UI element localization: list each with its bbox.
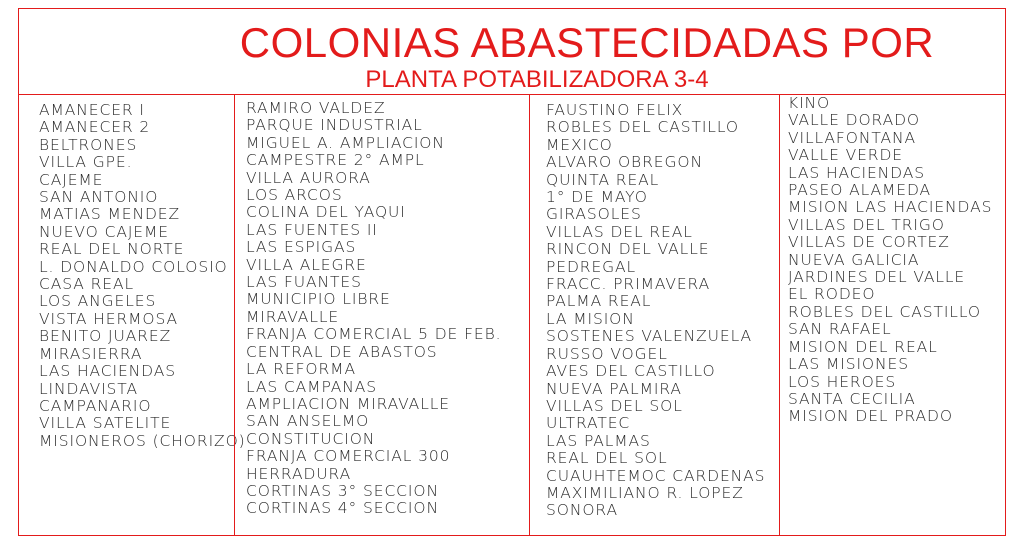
colonia-item: LOS HEROES — [788, 372, 897, 391]
colonia-item: 1° DE MAYO — [546, 188, 648, 207]
colonia-item: JARDINES DEL VALLE — [788, 268, 966, 287]
colonia-item: ULTRATEC — [546, 414, 631, 433]
colonia-item: VILLAS DE CORTEZ — [788, 233, 950, 252]
colonia-item: LOS ARCOS — [246, 186, 343, 205]
colonia-item: LAS PALMAS — [546, 431, 651, 450]
colonia-item: LAS ESPIGAS — [246, 238, 357, 257]
colonia-item: PALMA REAL — [546, 292, 652, 311]
colonia-item: BENITO JUAREZ — [39, 327, 172, 346]
colonia-item: LAS MISIONES — [788, 355, 909, 374]
colonia-item: CONSTITUCION — [246, 429, 376, 448]
colonia-item: EL RODEO — [788, 285, 876, 304]
colonia-item: CAMPESTRE 2° AMPL — [246, 151, 425, 170]
colonia-item: CAJEME — [39, 170, 104, 189]
colonia-item: PEDREGAL — [546, 257, 637, 276]
colonia-item: SOSTENES VALENZUELA — [546, 327, 752, 346]
colonia-item: L. DONALDO COLOSIO — [39, 257, 228, 276]
colonia-item: MISIONEROS (CHORIZO) — [39, 431, 246, 450]
colonia-item: NUEVO CAJEME — [39, 222, 169, 241]
colonia-item: FAUSTINO FELIX — [546, 101, 684, 119]
colonia-item: SANTA CECILIA — [788, 389, 916, 408]
colonia-item: ROBLES DEL CASTILLO — [788, 302, 981, 321]
colonia-item: MAXIMILIANO R. LOPEZ — [546, 483, 744, 502]
colonia-item: KINO — [788, 94, 831, 112]
colonia-item: CORTINAS 3° SECCION — [246, 481, 439, 500]
colonia-item: ROBLES DEL CASTILLO — [546, 118, 739, 137]
colonia-item: MISION LAS HACIENDAS — [788, 198, 993, 217]
colonia-item: MIGUEL A. AMPLIACION — [246, 133, 445, 152]
colonia-item: FRANJA COMERCIAL 300 — [246, 447, 451, 466]
colonia-item: VALLE DORADO — [788, 111, 921, 130]
colonia-item: HERRADURA — [246, 464, 352, 483]
colonia-item: MIRAVALLE — [246, 307, 340, 326]
colonia-item: MATIAS MENDEZ — [39, 205, 180, 224]
colonia-item: FRACC. PRIMAVERA — [546, 275, 711, 294]
colonia-item: CAMPANARIO — [39, 396, 152, 415]
colonia-item: GIRASOLES — [546, 205, 642, 224]
page-subtitle: PLANTA POTABILIZADORA 3-4 — [365, 66, 709, 93]
colonia-item: RUSSO VOGEL — [546, 344, 668, 363]
colonia-item: RAMIRO VALDEZ — [246, 99, 386, 117]
colonia-item: VILLAFONTANA — [788, 128, 916, 147]
column-4 — [779, 95, 1007, 535]
colonia-item: BELTRONES — [39, 135, 138, 154]
colonia-item: LA MISION — [546, 309, 635, 328]
colonia-item: REAL DEL SOL — [546, 449, 668, 468]
colonia-item: LOS ANGELES — [39, 292, 157, 311]
colonia-item: FRANJA COMERCIAL 5 DE FEB. — [246, 325, 502, 344]
colonia-item: VILLA GPE. — [39, 153, 133, 172]
colonia-item: LAS HACIENDAS — [788, 163, 925, 182]
colonia-item: VISTA HERMOSA — [39, 309, 179, 328]
colonia-item: SAN ANTONIO — [39, 188, 159, 207]
colonia-item: ALVARO OBREGON — [546, 153, 703, 172]
colonia-item: NUEVA GALICIA — [788, 250, 920, 269]
colonia-item: AMANECER 2 — [39, 118, 151, 137]
colonia-item: MIRASIERRA — [39, 344, 143, 363]
colonia-item: PARQUE INDUSTRIAL — [246, 116, 423, 135]
colonia-item: AVES DEL CASTILLO — [546, 362, 716, 381]
colonia-item: VILLA AURORA — [246, 168, 371, 187]
colonia-item: LAS HACIENDAS — [39, 362, 176, 381]
colonia-item: VILLAS DEL REAL — [546, 222, 693, 241]
colonia-item: SONORA — [546, 501, 618, 520]
colonia-item: SAN RAFAEL — [788, 320, 892, 339]
colonia-item: NUEVA PALMIRA — [546, 379, 682, 398]
colonia-item: CORTINAS 4° SECCION — [246, 499, 439, 518]
colonia-item: PASEO ALAMEDA — [788, 181, 932, 200]
colonia-item: CENTRAL DE ABASTOS — [246, 342, 438, 361]
column-2 — [234, 95, 529, 535]
colonia-item: VILLAS DEL SOL — [546, 396, 683, 415]
page-title: COLONIAS ABASTECIDADAS POR — [239, 19, 935, 66]
colonia-item: MISION DEL REAL — [788, 337, 938, 356]
column-3 — [529, 95, 779, 535]
colonia-item: LAS CAMPANAS — [246, 377, 377, 396]
colonia-item: COLINA DEL YAQUI — [246, 203, 406, 222]
colonia-item: REAL DEL NORTE — [39, 240, 185, 259]
title-block — [19, 9, 1005, 95]
colonia-item: SAN ANSELMO — [246, 412, 370, 431]
colonia-item: AMPLIACION MIRAVALLE — [246, 394, 450, 413]
colonia-item: LAS FUANTES — [246, 273, 362, 292]
colonia-item: VILLA SATELITE — [39, 414, 172, 433]
colonia-item: AMANECER I — [39, 101, 145, 119]
colonia-item: CUAUHTEMOC CARDENAS — [546, 466, 766, 485]
colonia-item: QUINTA REAL — [546, 170, 660, 189]
colonia-item: VILLA ALEGRE — [246, 255, 367, 274]
column-1 — [19, 95, 246, 535]
colonia-item: LINDAVISTA — [39, 379, 138, 398]
colonias-sheet — [18, 8, 1006, 536]
colonia-item: VILLAS DEL TRIGO — [788, 215, 945, 234]
colonia-item: CASA REAL — [39, 275, 134, 294]
colonia-item: LA REFORMA — [246, 360, 356, 379]
colonia-item: RINCON DEL VALLE — [546, 240, 710, 259]
colonia-item: MISION DEL PRADO — [788, 407, 953, 426]
colonia-item: MEXICO — [546, 135, 613, 154]
colonia-item: VALLE VERDE — [788, 146, 904, 165]
colonia-item: LAS FUENTES II — [246, 220, 378, 239]
colonia-item: MUNICIPIO LIBRE — [246, 290, 391, 309]
